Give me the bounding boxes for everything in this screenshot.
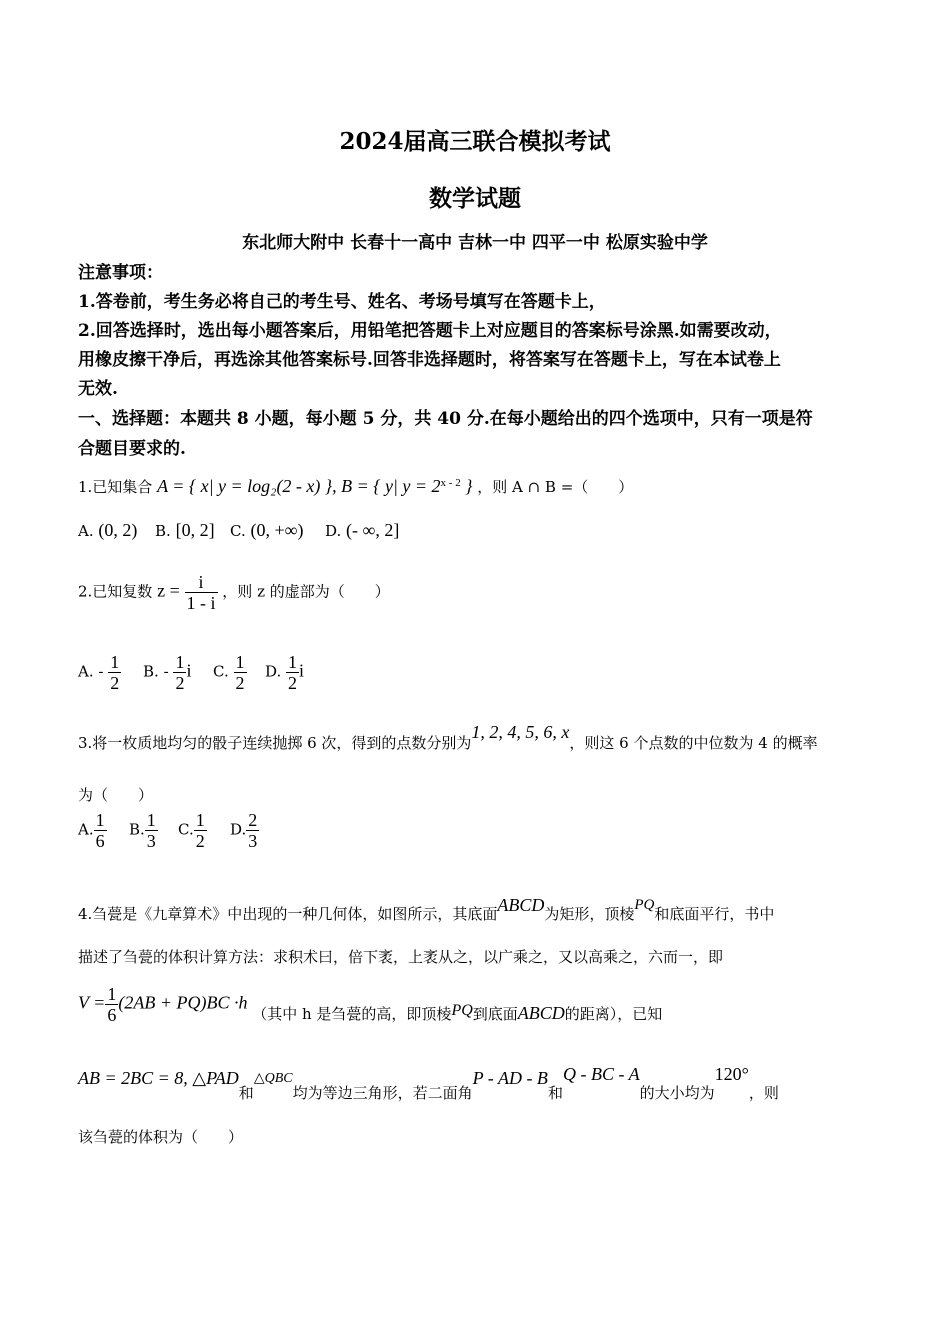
option-num: 1 <box>235 652 245 672</box>
option-den: 6 <box>95 831 105 851</box>
q3-text2: ，则这 6 个点数的中位数为 4 的概率 <box>569 734 818 752</box>
notice-item-1: 1.答卷前，考生务必将自己的考生号、姓名、考场号填写在答题卡上， <box>78 292 606 312</box>
q1-set-a: A = { x| y = log₂(2 - x) } <box>157 476 333 496</box>
option-value: (- ∞, 2] <box>346 520 400 540</box>
q4-line2: 描述了刍甍的体积计算方法：求积术曰，倍下袤，上袤从之，以广乘之，又以高乘之，六而一，即 <box>78 948 724 966</box>
q2-option-d[interactable] <box>265 652 304 693</box>
option-label: D. <box>325 522 342 540</box>
q4-pq: PQ <box>634 897 655 913</box>
option-value: (0, 2) <box>98 520 138 540</box>
q2-option-b[interactable] <box>143 652 191 693</box>
q1-prefix: 1.已知集合 <box>78 478 153 496</box>
q4-formula-v: V = <box>78 992 106 1013</box>
q4-formula-den: 6 <box>107 1005 117 1025</box>
option-num: 1 <box>95 810 105 830</box>
q3-option-a[interactable] <box>78 810 107 851</box>
q4-abcd-2: ABCD <box>517 1002 565 1023</box>
notice-heading: 注意事项： <box>78 263 163 283</box>
q4-text: 和 <box>547 1084 563 1102</box>
option-value: (0, +∞) <box>250 520 304 540</box>
option-label: B. <box>129 820 145 839</box>
option-den: 2 <box>195 831 205 851</box>
q4-degree: 120° <box>714 1064 749 1084</box>
option-num: 2 <box>248 810 258 830</box>
q3-stem-line1 <box>78 722 818 753</box>
q4-angle-2: Q - BC - A <box>562 1064 640 1084</box>
option-tail: i <box>186 660 192 681</box>
q4-text: 4.刍甍是《九章算术》中出现的一种几何体，如图所示，其底面 <box>78 905 498 923</box>
notice-item-2-line1: 2.回答选择时，选出每小题答案后，用铅笔把答题卡上对应题目的答案标号涂黑.如需要改动， <box>78 321 782 341</box>
q2-den: 1 - i <box>186 593 216 613</box>
option-label: B. <box>155 522 171 540</box>
q4-pq-2: PQ <box>451 1001 473 1019</box>
q2-suffix: ，则 z 的虚部为（ ） <box>222 582 390 601</box>
q3-option-d[interactable] <box>230 810 259 851</box>
notice-item-2-line3: 无效. <box>78 379 118 399</box>
q1-stem <box>78 476 633 497</box>
q3-values: 1, 2, 4, 5, 6, x <box>471 722 570 742</box>
q2-prefix: 2.已知复数 <box>78 582 153 601</box>
option-label: C. <box>178 820 194 839</box>
option-label: D. <box>230 820 247 839</box>
q1-suffix: ，则 A ∩ B =（ ） <box>477 478 634 496</box>
q4-line3 <box>78 984 662 1025</box>
q1-exponent: x - 2 <box>440 477 461 489</box>
q1-option-d[interactable] <box>325 520 399 541</box>
option-num: 1 <box>288 652 298 672</box>
q3-option-b[interactable] <box>129 810 158 851</box>
q1-option-a[interactable] <box>78 520 137 541</box>
option-den: 2 <box>288 673 298 693</box>
option-label: C. <box>230 522 246 540</box>
q4-text: 均为等边三角形，若二面角 <box>292 1084 473 1102</box>
q4-text: 为矩形，顶棱 <box>544 905 635 923</box>
q1-set-b-end: } <box>460 476 473 496</box>
option-den: 2 <box>110 673 120 693</box>
q4-qbc: △QBC <box>253 1071 293 1086</box>
q4-line5: 该刍甍的体积为（ ） <box>78 1128 244 1146</box>
option-num: 1 <box>175 652 185 672</box>
q4-abcd: ABCD <box>497 895 545 915</box>
q4-text: 和底面平行，书中 <box>654 905 775 923</box>
school-list: 东北师大附中 长春十一高中 吉林一中 四平一中 松原实验中学 <box>242 233 708 253</box>
q4-line1 <box>78 895 775 924</box>
q2-num: i <box>198 572 204 592</box>
option-label: D. <box>265 662 282 681</box>
option-sign: - <box>98 662 104 681</box>
q3-stem-line2: 为（ ） <box>78 786 154 804</box>
option-tail: i <box>299 660 305 681</box>
q4-text: 的距离），已知 <box>564 1004 663 1023</box>
option-den: 2 <box>235 673 245 693</box>
option-num: 1 <box>110 652 120 672</box>
exam-subject: 数学试题 <box>429 185 521 212</box>
q2-option-c[interactable] <box>213 652 247 693</box>
q4-text: 到底面 <box>472 1004 518 1023</box>
q4-text: 和 <box>238 1084 254 1102</box>
q1-option-c[interactable] <box>230 520 303 541</box>
q4-formula-num: 1 <box>107 984 117 1004</box>
section-heading-line2: 合题目要求的. <box>78 439 186 459</box>
exam-title: 2024届高三联合模拟考试 <box>339 128 611 155</box>
option-den: 3 <box>248 831 258 851</box>
option-den: 2 <box>175 673 185 693</box>
q4-text: （其中 h 是刍甍的高，即顶棱 <box>252 1004 452 1023</box>
q4-line4 <box>78 1064 779 1102</box>
option-label: A. <box>78 662 94 681</box>
q1-option-b[interactable] <box>155 520 215 541</box>
notice-item-2-line2: 用橡皮擦干净后，再选涂其他答案标号.回答非选择题时，将答案写在答题卡上，写在本试卷上 <box>78 350 781 370</box>
option-label: A. <box>78 820 94 839</box>
q4-angle-1: P - AD - B <box>472 1068 548 1088</box>
q2-stem <box>78 572 390 613</box>
option-label: B. <box>143 662 159 681</box>
option-label: C. <box>213 662 229 681</box>
q2-fraction <box>185 572 218 613</box>
option-num: 1 <box>146 810 156 830</box>
q4-text: ，则 <box>748 1084 779 1102</box>
option-den: 3 <box>146 831 156 851</box>
q2-z-eq: z = <box>157 580 180 601</box>
q3-text1: 3.将一枚质地均匀的骰子连续抛掷 6 次，得到的点数分别为 <box>78 734 472 752</box>
q4-condition: AB = 2BC = 8, △PAD <box>78 1068 239 1088</box>
q1-set-b: , B = { y| y = 2 <box>332 476 441 496</box>
option-sign: - <box>163 662 169 681</box>
option-value: [0, 2] <box>175 520 215 540</box>
section-heading-line1: 一、选择题：本题共 8 小题，每小题 5 分，共 40 分.在每小题给出的四个选项中，只有一项是符 <box>78 409 813 429</box>
q4-text: 的大小均为 <box>639 1084 715 1102</box>
q2-option-a[interactable] <box>78 652 121 693</box>
q4-formula-rest: (2AB + PQ)BC ·h <box>118 992 248 1013</box>
option-label: A. <box>78 522 94 540</box>
option-num: 1 <box>195 810 205 830</box>
q3-option-c[interactable] <box>178 810 207 851</box>
